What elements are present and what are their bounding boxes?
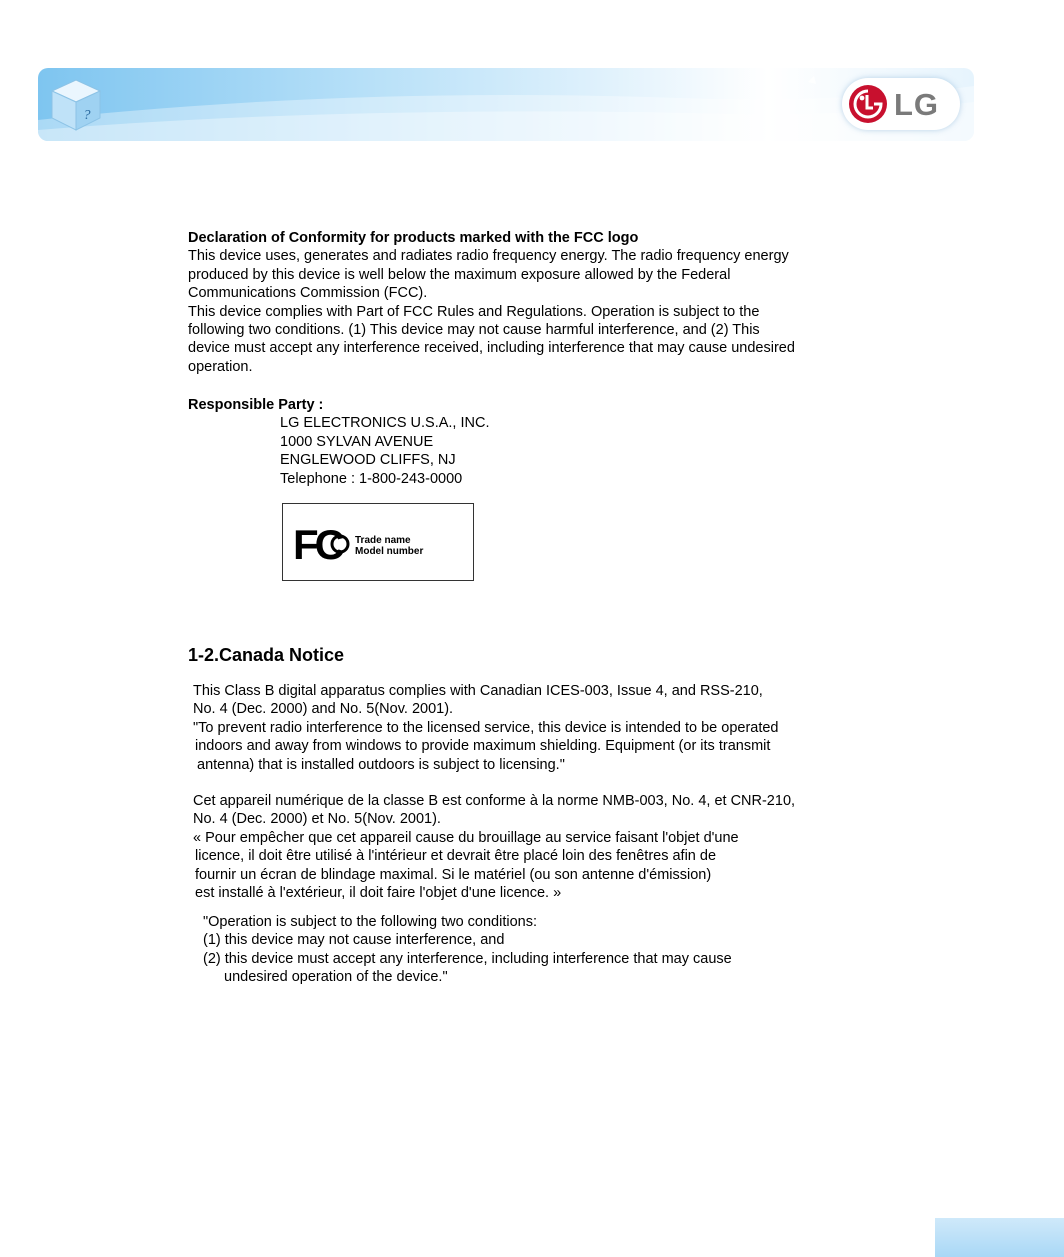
condition-item-2: (2) this device must accept any interference, including interference that may cause xyxy=(203,950,732,967)
canada-notice-heading: 1-2.Canada Notice xyxy=(188,645,345,665)
lg-logo-text: LG xyxy=(894,87,940,122)
responsible-party xyxy=(188,396,490,488)
operation-conditions xyxy=(203,913,732,987)
canada-fr-line: est installé à l'extérieur, il doit faire l'objet d'une licence. » xyxy=(195,885,562,902)
fcc-line: operation. xyxy=(188,358,253,375)
fcc-logo-text: FC xyxy=(293,524,341,564)
canada-fr-line: No. 4 (Dec. 2000) et No. 5(Nov. 2001). xyxy=(193,811,441,828)
condition-item-1: (1) this device may not cause interference, and xyxy=(203,932,505,949)
fcc-line: produced by this device is well below the maximum exposure allowed by the Federal xyxy=(188,266,731,283)
wave-decoration xyxy=(38,68,974,141)
header-banner xyxy=(38,68,974,141)
fcc-declaration xyxy=(188,229,848,376)
telephone: Telephone : 1-800-243-0000 xyxy=(280,470,463,487)
fcc-heading: Declaration of Conformity for products marked with the FCC logo xyxy=(188,230,639,246)
condition-item-2-cont: undesired operation of the device." xyxy=(224,969,448,986)
fcc-line: following two conditions. (1) This device may not cause harmful interference, and (2) This xyxy=(188,322,760,339)
trade-name-label: Trade name xyxy=(355,535,411,546)
lg-logo xyxy=(842,78,960,130)
model-number-label: Model number xyxy=(355,546,424,557)
city-address: ENGLEWOOD CLIFFS, NJ xyxy=(280,452,456,469)
canada-en-line: "To prevent radio interference to the licensed service, this device is intended to be operated xyxy=(193,719,779,736)
canada-fr-line: « Pour empêcher que cet appareil cause du brouillage au service faisant l'objet d'une xyxy=(193,829,739,846)
fcc-logo xyxy=(293,524,351,564)
canada-en-line: indoors and away from windows to provide maximum shielding. Equipment (or its transmit xyxy=(195,738,771,755)
lg-face-icon xyxy=(848,84,888,124)
conditions-intro: "Operation is subject to the following two conditions: xyxy=(203,914,537,930)
fcc-line: Communications Commission (FCC). xyxy=(188,285,428,302)
street-address: 1000 SYLVAN AVENUE xyxy=(280,433,434,450)
page-corner-tab xyxy=(935,1218,1064,1257)
canada-notice-body xyxy=(193,682,795,902)
svg-text:?: ? xyxy=(83,108,91,123)
help-cube-icon xyxy=(50,78,102,132)
canada-en-line: This Class B digital apparatus complies with Canadian ICES-003, Issue 4, and RSS-210, xyxy=(193,683,763,699)
responsible-party-label: Responsible Party : xyxy=(188,397,324,413)
fcc-line: This device uses, generates and radiates radio frequency energy. The radio frequency energy xyxy=(188,248,789,265)
fcc-line: device must accept any interference received, including interference that may cause undesired xyxy=(188,340,795,357)
canada-fr-line: licence, il doit être utilisé à l'intérieur et devrait être placé loin des fenêtres afin de xyxy=(195,848,717,865)
fcc-label-box xyxy=(282,503,474,581)
fcc-line: This device complies with Part of FCC Rules and Regulations. Operation is subject to the xyxy=(188,303,760,320)
canada-fr-line: fournir un écran de blindage maximal. Si le matériel (ou son antenne d'émission) xyxy=(195,866,712,883)
company-name: LG ELECTRONICS U.S.A., INC. xyxy=(280,415,490,432)
canada-en-line: No. 4 (Dec. 2000) and No. 5(Nov. 2001). xyxy=(193,701,454,718)
canada-en-line: antenna) that is installed outdoors is subject to licensing." xyxy=(197,756,565,773)
canada-fr-line: Cet appareil numérique de la classe B est conforme à la norme NMB-003, No. 4, et CNR-210, xyxy=(193,793,796,810)
